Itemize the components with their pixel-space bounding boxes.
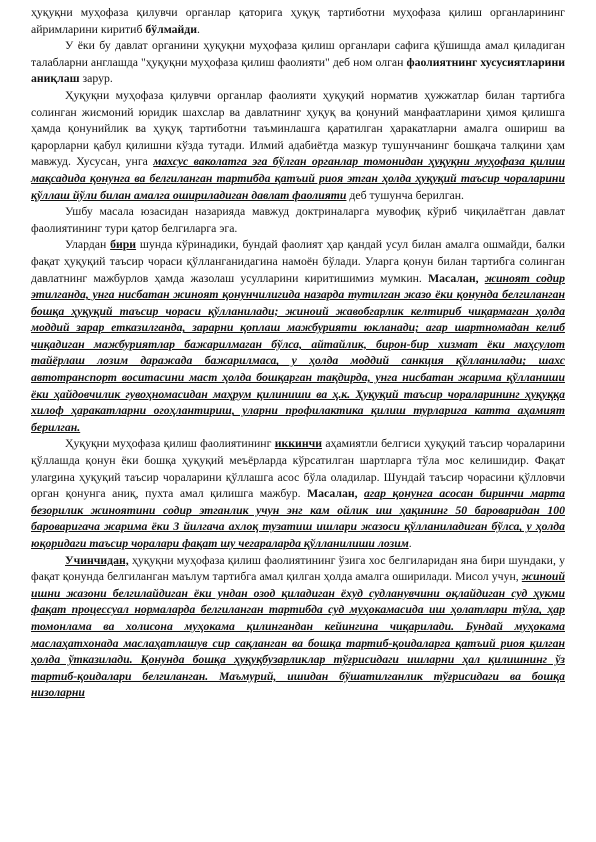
emphasis-text: иккинчи — [274, 437, 322, 451]
body-text: ҳуқуқни муҳофаза қилиш фаолиятининг ўзига хос белгиларидан яна бири шундаки, у фақат қонунда белгиланган маълум тартибга амал қилган ҳолда амалга оширилади. Мисол учун, — [31, 553, 565, 584]
body-text: Ҳуқуқни муҳофаза қилиш фаолиятининг — [65, 437, 275, 451]
paragraph-6 — [31, 436, 565, 552]
emphasis-text: Масалан, — [428, 271, 485, 285]
emphasis-text: бири — [110, 238, 137, 252]
emphasis-text: жиноий ишни жазони белгилайдиган ёки ундан озод қиладиган ёхуд судланувчини оқлайдиган суд ҳукми фақат процессуал нормаларда белгиланган тартибда суд муҳокамасида иш ҳолатлари тўла, ҳар томонлама ва холисона муҳокама қилингандан кейингина чиқарилади. Бундай муҳокама маслаҳатхонада маслаҳатлашув сир сақланган ва бошқа тартиб-қоидаларга қатъий риоя қилган ҳолда ўтказилади. Қонунда бошқа ҳуқуқбузарликлар тўғрисидаги ишларни ҳал қилишнинг ўз тартиб-қоидалари белгиланган. Маъмурий, ишидан бўшатилганлик тўғрисидаги ва бошқа низоларни — [31, 570, 565, 700]
body-text: У ёки бу давлат органини ҳуқуқни муҳофаза қилиш органлари сафига қўшишда амал қиладиган талабларни англашда "ҳуқуқни муҳофаза қилиш фаолияти" деб ном олган — [31, 39, 565, 69]
paragraph-4 — [31, 204, 565, 237]
body-text: зарур. — [79, 72, 113, 86]
body-text: ҳуқуқни муҳофаза қилувчи органлар қаторига ҳуқуқ тартиботни муҳофаза қилиш органларининг айримларини киритиб — [31, 6, 565, 36]
emphasis-text: Учинчидан, — [65, 553, 129, 567]
paragraph-3 — [31, 88, 565, 204]
emphasis-text: махсус ваколатга эга бўлган органлар томонидан ҳуқуқни муҳофаза қилиш мақсадида қонунга ва белгиланган тартибда қатъий риоя этган ҳолда ҳуқуқий таъсир чораларини қўллаш йўли билан амалга ошириладиган давлат фаолияти — [31, 155, 565, 202]
emphasis-text: бўлмайди — [145, 22, 197, 36]
body-text: шунда кўринадики, бундай фаолият ҳар қандай усул билан амалга ошмайди, балки фақат ҳуқуқий таъсир чораси қўлланганидагина намоён бўлади. Уларга қонун билан тартибга солинган давлатнинг мажбурлов ҳамда жазолаш усулларини киритишимиз мумкин. — [31, 238, 565, 285]
emphasis-text: Масалан, — [307, 487, 365, 501]
emphasis-text: агар қонунга асосан биринчи марта безорилик жиноятини содир этганлик учун энг кам ойлик иш ҳақининг 50 бароваридан 100 бароваригача жарима ёки 3 йилгача ахлоқ тузатиш ишлари жазоси қўлланиладиган бўлса, у ҳолда юқоридаги таъсир чоралари фақат шу чегараларда қўлланилиши лозим — [31, 487, 565, 550]
paragraph-7 — [31, 553, 565, 702]
paragraph-5 — [31, 237, 565, 436]
body-text: . — [196, 22, 200, 36]
emphasis-text: фаолиятнинг хусусиятларини аниқлаш — [31, 55, 565, 86]
body-text: Ушбу масала юзасидан назарияда мавжуд доктриналарга мувофиқ кўриб чиқилаётган давлат фаолиятининг тури қатор белгиларга эга. — [31, 205, 565, 235]
body-text: аҳамиятли белгиси ҳуқуқий таъсир чораларини қўллашда қонун ёки бошқа ҳуқуқий меъёрларда кўрсатилган шартларга тўла мос келишидир. Фақат улargина ҳуқуқий таъсир чораларини қўллашга асос бўла оладилар. Шундай таъсир чорасини қўлловчи орган қонунга аниқ, пухта амал қилишга мажбур. — [31, 437, 565, 501]
emphasis-text: жиноят содир этилганда, унга нисбатан жиноят қонунчилигида назарда тутилган жазо ёки қонунда белгиланган бошқа ҳуқуқий таъсир чораси қўлланилади; жиноий жавобгарлик келтириб чиқармаган ҳолда моддий зарар етказилганда, зарарни қоплаш мажбурияти юкланади; агар шартномадан келиб чиқадиган мажбуриятлар бажарилмаган бўлса, айтайлик, бирон-бир хизмат ёки маҳсулот тайёрлаш лозим даражада бажарилмаса, у ҳолда моддий санкция қўлланилади; шахс автотранспорт воситасини маст ҳолда бошқарган тақдирда, унга нисбатан жарима қўлланиши ёки ҳайдовчилик гувоҳномасидан маҳрум қилиниши ва ҳ.к. Ҳуқуқий таъсир чораларининг ҳуқуққа хилоф ҳаракатларни огоҳлантириш, уларни профилактика қилиш турларига катта аҳамият берилган. — [31, 271, 566, 434]
body-text: . — [408, 537, 412, 550]
body-text: Ҳуқуқни муҳофаза қилувчи органлар фаолияти ҳуқуқий норматив ҳужжатлар билан тартибга солинган жисмоний юридик шахслар ва давлатнинг ҳуқуқ ва қонуний манфаатларини ҳимоя қилишга ҳамда қонунийлик ва ҳуқуқ тартиботни таъминлашга қаратилган ҳаракатларни амалга ошириш ва қарорларни қабул қилишни кўзда тутади. Илмий адабиётда мазкур тушунчанинг бошқача талқини ҳам мавжуд. Хусусан, унга — [31, 88, 565, 169]
body-text: деб тушунча берилган. — [346, 188, 464, 202]
paragraph-2 — [31, 38, 565, 88]
paragraph-1 — [31, 5, 565, 38]
body-text: Улардан — [65, 238, 111, 252]
